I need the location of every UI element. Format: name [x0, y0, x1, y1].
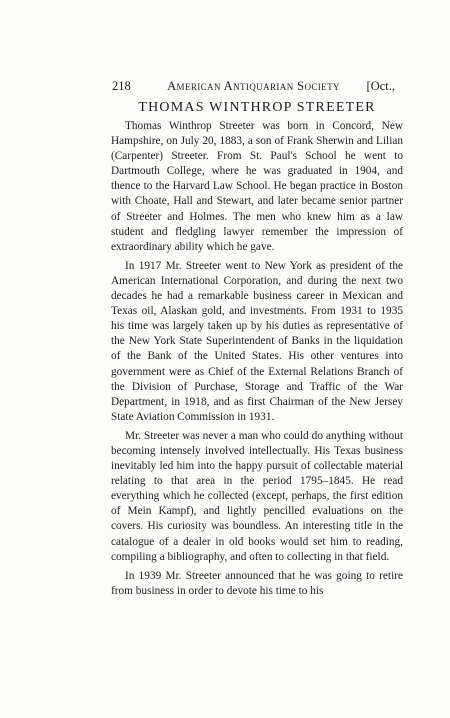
paragraph-2: In 1917 Mr. Streeter went to New York as president of the American International Corporation, and during the next two decades he had a remarkable business career in Mexican and Texas oil, Alaskan gold, and investments. From 1931 to 1935 his time was largely taken up by his duties as representative of the New York State Superintendent of Banks in the liquidation of the Bank of the United States. His other ventures into government were as Chief of the External Relations Branch of the Division of Purchase, Storage and Traffic of the War Department, in 1918, and as first Chairman of the New Jersey State Aviation Commission in 1931. [111, 259, 403, 423]
issue-month: [Oct., [366, 79, 395, 93]
running-head [112, 78, 395, 94]
paragraph-3: Mr. Streeter was never a man who could do anything without becoming intensely involved intellectually. His Texas business inevitably led him into the happy pursuit of collectable material relating to that area in the period 1795–1845. He read everything which he collected (except, perhaps, the first edition of Mein Kampf), and lightly pencilled evaluations on the covers. His curiosity was boundless. An interesting title in the catalogue of a dealer in old books would set him to reading, compiling a bibliography, and often to collecting in that field. [111, 429, 403, 563]
article-title: THOMAS WINTHROP STREETER [138, 100, 376, 115]
journal-title: American Antiquarian Society [167, 79, 340, 93]
paragraph-4: In 1939 Mr. Streeter announced that he was going to retire from business in order to devote his time to his [111, 569, 403, 597]
page-number: 218 [112, 79, 131, 93]
paragraph-1: Thomas Winthrop Streeter was born in Concord, New Hampshire, on July 20, 1883, a son of Frank Sherwin and Lilian (Carpenter) Streeter. From St. Paul's School he went to Dartmouth College, where he was graduated in 1904, and thence to the Harvard Law School. He began practice in Boston with Choate, Hall and Stewart, and later became senior partner of Streeter and Holmes. The men who knew him as a law student and fledgling lawyer remember the impression of extraordinary ability which he gave. [111, 120, 403, 253]
article-body [111, 119, 403, 599]
